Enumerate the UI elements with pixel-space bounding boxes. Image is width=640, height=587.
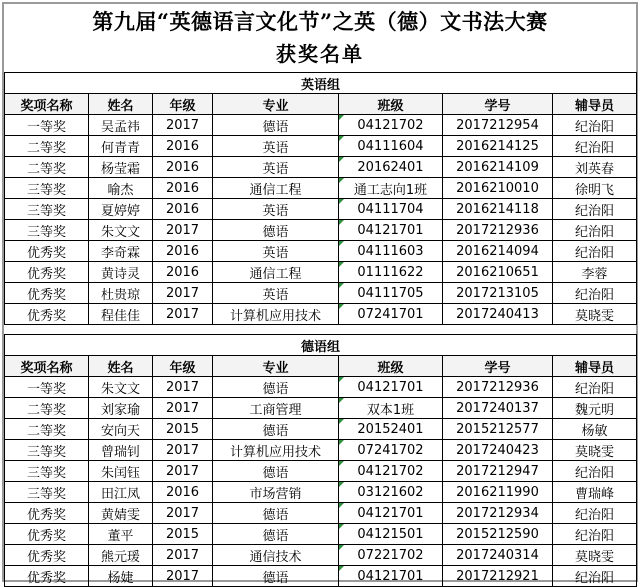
table-row (5, 157, 637, 178)
cell-grade: 2017 (153, 283, 213, 304)
cell-student-id: 2016210651 (443, 262, 553, 283)
cell-award: 优秀奖 (5, 524, 89, 545)
cell-grade: 2016 (153, 178, 213, 199)
cell-class: 04121702 (339, 115, 443, 136)
table-row (5, 262, 637, 283)
cell-award: 三等奖 (5, 199, 89, 220)
header-class: 班级 (339, 94, 443, 115)
cell-major: 通信工程 (213, 178, 339, 199)
header-counselor: 辅导员 (553, 94, 637, 115)
cell-award: 二等奖 (5, 136, 89, 157)
cell-major: 市场营销 (213, 482, 339, 503)
cell-counselor: 纪治阳 (553, 136, 637, 157)
cell-counselor: 莫晓雯 (553, 440, 637, 461)
cell-name: 黄诗灵 (89, 262, 153, 283)
table-row (5, 178, 637, 199)
cell-counselor: 刘英春 (553, 157, 637, 178)
cell-grade: 2016 (153, 199, 213, 220)
table-row (5, 419, 637, 440)
cell-student-id: 2017212954 (443, 115, 553, 136)
cell-counselor: 纪治阳 (553, 199, 637, 220)
cell-student-id: 2016210010 (443, 178, 553, 199)
cell-name: 李奇霖 (89, 241, 153, 262)
cell-major: 通信技术 (213, 545, 339, 566)
cell-counselor: 纪治阳 (553, 524, 637, 545)
cell-award: 优秀奖 (5, 566, 89, 587)
cell-student-id: 2016214125 (443, 136, 553, 157)
header-grade: 年级 (153, 94, 213, 115)
cell-class: 07241701 (339, 304, 443, 325)
cell-class: 04111705 (339, 283, 443, 304)
cell-name: 朱闰钰 (89, 461, 153, 482)
cell-major: 英语 (213, 283, 339, 304)
cell-name: 吴孟祎 (89, 115, 153, 136)
cell-student-id: 2017212934 (443, 503, 553, 524)
cell-grade: 2016 (153, 241, 213, 262)
cell-class: 04111604 (339, 136, 443, 157)
cell-class: 01111622 (339, 262, 443, 283)
header-name: 姓名 (89, 356, 153, 377)
cell-name: 安向天 (89, 419, 153, 440)
cell-major: 英语 (213, 199, 339, 220)
table-row (5, 524, 637, 545)
cell-class: 07241702 (339, 440, 443, 461)
table-row (5, 115, 637, 136)
cell-name: 田江凤 (89, 482, 153, 503)
table-row (5, 398, 637, 419)
cell-counselor: 纪治阳 (553, 377, 637, 398)
cell-counselor: 徐明飞 (553, 178, 637, 199)
cell-class: 04111603 (339, 241, 443, 262)
header-grade: 年级 (153, 356, 213, 377)
group-title-english: 英语组 (5, 73, 637, 94)
header-name: 姓名 (89, 94, 153, 115)
cell-grade: 2017 (153, 440, 213, 461)
cell-class: 04121701 (339, 503, 443, 524)
cell-name: 朱文文 (89, 220, 153, 241)
cell-major: 德语 (213, 115, 339, 136)
cell-name: 熊元瑗 (89, 545, 153, 566)
cell-counselor: 纪治阳 (553, 220, 637, 241)
cell-grade: 2017 (153, 503, 213, 524)
cell-grade: 2017 (153, 461, 213, 482)
cell-award: 三等奖 (5, 440, 89, 461)
cell-grade: 2017 (153, 398, 213, 419)
cell-counselor: 曹瑞峰 (553, 482, 637, 503)
cell-name: 黄婧雯 (89, 503, 153, 524)
cell-grade: 2017 (153, 304, 213, 325)
cell-counselor: 纪治阳 (553, 115, 637, 136)
cell-grade: 2017 (153, 545, 213, 566)
cell-major: 计算机应用技术 (213, 440, 339, 461)
cell-grade: 2016 (153, 482, 213, 503)
cell-major: 德语 (213, 461, 339, 482)
cell-award: 优秀奖 (5, 262, 89, 283)
cell-grade: 2017 (153, 566, 213, 587)
cell-class: 04121701 (339, 377, 443, 398)
cell-student-id: 2015212577 (443, 419, 553, 440)
cell-class: 04121702 (339, 461, 443, 482)
table-row (5, 440, 637, 461)
cell-class: 03121602 (339, 482, 443, 503)
cell-award: 二等奖 (5, 419, 89, 440)
cell-name: 程佳佳 (89, 304, 153, 325)
cell-student-id: 2017212936 (443, 220, 553, 241)
award-sheet (2, 2, 638, 586)
cell-name: 夏婷婷 (89, 199, 153, 220)
header-major: 专业 (213, 356, 339, 377)
cell-class: 04121701 (339, 220, 443, 241)
cell-student-id: 2017240137 (443, 398, 553, 419)
cell-student-id: 2017240423 (443, 440, 553, 461)
cell-award: 三等奖 (5, 461, 89, 482)
cell-student-id: 2017213105 (443, 283, 553, 304)
cell-award: 三等奖 (5, 178, 89, 199)
cell-grade: 2015 (153, 524, 213, 545)
table-header-row (5, 356, 637, 377)
header-student-id: 学号 (443, 356, 553, 377)
cell-award: 优秀奖 (5, 304, 89, 325)
cell-award: 二等奖 (5, 398, 89, 419)
cell-class: 04121701 (339, 566, 443, 587)
cell-counselor: 纪治阳 (553, 503, 637, 524)
table-row (5, 545, 637, 566)
cell-award: 优秀奖 (5, 241, 89, 262)
cell-name: 刘家瑜 (89, 398, 153, 419)
cell-counselor: 纪治阳 (553, 461, 637, 482)
cell-class: 20152401 (339, 419, 443, 440)
cell-award: 二等奖 (5, 157, 89, 178)
cell-student-id: 2016211990 (443, 482, 553, 503)
cell-award: 三等奖 (5, 220, 89, 241)
cell-major: 德语 (213, 566, 339, 587)
table-row (5, 283, 637, 304)
cell-name: 杨婕 (89, 566, 153, 587)
cell-counselor: 莫晓雯 (553, 304, 637, 325)
header-award: 奖项名称 (5, 356, 89, 377)
cell-class: 07221702 (339, 545, 443, 566)
cell-grade: 2017 (153, 115, 213, 136)
table-row (5, 377, 637, 398)
cell-counselor: 纪治阳 (553, 241, 637, 262)
cell-student-id: 2016214094 (443, 241, 553, 262)
cell-class: 04121501 (339, 524, 443, 545)
header-student-id: 学号 (443, 94, 553, 115)
header-award: 奖项名称 (5, 94, 89, 115)
table-row (5, 503, 637, 524)
page-subtitle: 获奖名单 (276, 42, 364, 66)
cell-student-id: 2015212590 (443, 524, 553, 545)
cell-award: 优秀奖 (5, 545, 89, 566)
cell-class: 04111704 (339, 199, 443, 220)
german-group-table (4, 334, 637, 587)
table-row (5, 220, 637, 241)
table-row (5, 461, 637, 482)
cell-major: 德语 (213, 220, 339, 241)
cell-name: 喻杰 (89, 178, 153, 199)
cell-major: 英语 (213, 157, 339, 178)
cell-student-id: 2017212921 (443, 566, 553, 587)
cell-major: 工商管理 (213, 398, 339, 419)
cell-grade: 2017 (153, 220, 213, 241)
cell-student-id: 2017240413 (443, 304, 553, 325)
header-class: 班级 (339, 356, 443, 377)
cell-grade: 2016 (153, 136, 213, 157)
cell-award: 一等奖 (5, 115, 89, 136)
cell-award: 优秀奖 (5, 503, 89, 524)
cell-major: 德语 (213, 524, 339, 545)
cell-name: 董平 (89, 524, 153, 545)
cell-student-id: 2016214118 (443, 199, 553, 220)
cell-award: 一等奖 (5, 377, 89, 398)
table-row (5, 199, 637, 220)
cell-student-id: 2017212936 (443, 377, 553, 398)
cell-counselor: 魏元明 (553, 398, 637, 419)
table-row (5, 566, 637, 587)
cell-student-id: 2017240314 (443, 545, 553, 566)
cell-student-id: 2016214109 (443, 157, 553, 178)
english-group-table (4, 72, 637, 325)
cell-major: 德语 (213, 503, 339, 524)
cell-grade: 2016 (153, 157, 213, 178)
cell-student-id: 2017212947 (443, 461, 553, 482)
cell-award: 三等奖 (5, 482, 89, 503)
cell-name: 何青青 (89, 136, 153, 157)
cell-grade: 2015 (153, 419, 213, 440)
cell-grade: 2017 (153, 377, 213, 398)
cell-class: 双本1班 (339, 398, 443, 419)
cell-counselor: 莫晓雯 (553, 545, 637, 566)
table-row (5, 304, 637, 325)
cell-class: 20162401 (339, 157, 443, 178)
header-counselor: 辅导员 (553, 356, 637, 377)
table-row (5, 482, 637, 503)
table-row (5, 136, 637, 157)
cell-major: 通信工程 (213, 262, 339, 283)
cell-award: 优秀奖 (5, 283, 89, 304)
table-header-row (5, 94, 637, 115)
cell-counselor: 杨敏 (553, 419, 637, 440)
table-row (5, 241, 637, 262)
cell-counselor: 纪治阳 (553, 283, 637, 304)
group-title-german: 德语组 (5, 335, 637, 356)
cell-name: 杜贵琼 (89, 283, 153, 304)
cell-major: 德语 (213, 377, 339, 398)
cell-grade: 2016 (153, 262, 213, 283)
cell-counselor: 纪治阳 (553, 566, 637, 587)
page-title: 第九届“英德语言文化节”之英（德）文书法大赛 (92, 9, 548, 34)
cell-name: 曾瑞钊 (89, 440, 153, 461)
cell-name: 杨莹霜 (89, 157, 153, 178)
cell-name: 朱文文 (89, 377, 153, 398)
cell-major: 计算机应用技术 (213, 304, 339, 325)
header-major: 专业 (213, 94, 339, 115)
cell-counselor: 李蓉 (553, 262, 637, 283)
cell-major: 英语 (213, 241, 339, 262)
cell-class: 通工志向1班 (339, 178, 443, 199)
cell-major: 英语 (213, 136, 339, 157)
cell-major: 德语 (213, 419, 339, 440)
